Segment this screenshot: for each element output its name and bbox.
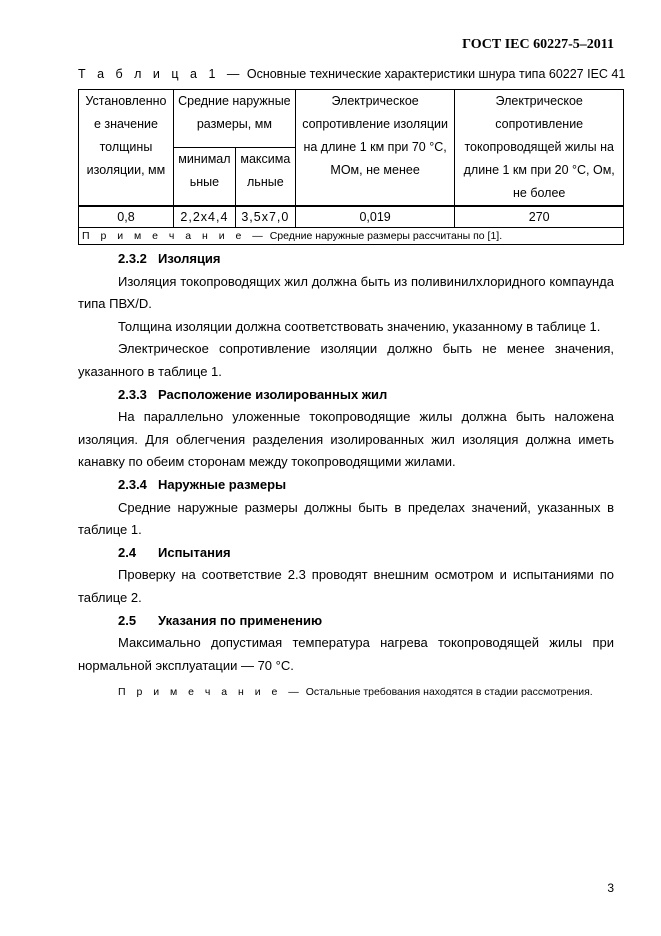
paragraph: Максимально допустимая температура нагрева токопроводящей жилы при нормальной эксплуатации — 70 °С. (78, 635, 614, 673)
header-min: минимал ьные (173, 147, 235, 206)
heading-2-4: 2.4 Испытания (118, 544, 231, 560)
cell-max: 3,5x7,0 (235, 206, 295, 228)
table-row (79, 206, 624, 228)
table-note: П р и м е ч а н и е — Средние наружные размеры рассчитаны по [1]. (79, 228, 624, 245)
heading-2-3-2: 2.3.2 Изоляция (118, 251, 221, 266)
paragraph: Толщина изоляции должна соответствовать значению, указанному в таблице 1. (118, 318, 601, 334)
header-insulation-resistance: Электрическое сопротивление изоляции на длине 1 км при 70 °С, МОм, не менее (295, 90, 455, 207)
table-caption (78, 67, 625, 81)
caption-text: Основные технические характеристики шнура типа 60227 IEC 41 (246, 67, 626, 81)
cell-thickness: 0,8 (79, 206, 174, 228)
cell-conductor-resistance: 270 (455, 206, 624, 228)
paragraph: Средние наружные размеры должны быть в пределах значений, указанных в таблице 1. (78, 499, 614, 538)
heading-2-3-4: 2.3.4 Наружные размеры (118, 476, 287, 492)
header-insulation-thickness: Установленно е значение толщины изоляции, мм (79, 90, 174, 207)
paragraph: Проверку на соответствие 2.3 проводят внешним осмотром и испытаниями по таблице 2. (78, 567, 614, 605)
heading-2-5: 2.5 Указания по применению (118, 612, 323, 628)
caption-prefix: Т а б л и ц а 1 — (78, 67, 244, 81)
cell-insulation-resistance: 0,019 (295, 206, 455, 228)
header-outer-dimensions: Средние наружные размеры, мм (173, 90, 295, 148)
page-number: 3 (607, 881, 614, 895)
heading-2-3-3: 2.3.3 Расположение изолированных жил (118, 386, 388, 402)
paragraph: Электрическое сопротивление изоляции должно быть не менее значения, указанного в таблице 1. (78, 341, 614, 379)
header-max: максима льные (235, 147, 295, 206)
paragraph: Изоляция токопроводящих жил должна быть из поливинилхлоридного компаунда типа ПВХ/D. (78, 273, 614, 312)
body-text (78, 248, 614, 704)
cell-min: 2,2x4,4 (173, 206, 235, 228)
characteristics-table (78, 89, 624, 245)
standard-header: ГОСТ IEC 60227-5–2011 (462, 37, 614, 52)
note: П р и м е ч а н и е — Остальные требования находятся в стадии рассмотрения. (118, 686, 593, 699)
header-conductor-resistance: Электрическое сопротивление токопроводящей жилы на длине 1 км при 20 °С, Ом, не более (455, 90, 624, 207)
paragraph: На параллельно уложенные токопроводящие жилы должна быть наложена изоляция. Для облегчения разделения изолированных жил изоляция должна иметь канавку по обеим сторонам между токопроводящими жилами. (78, 409, 614, 470)
